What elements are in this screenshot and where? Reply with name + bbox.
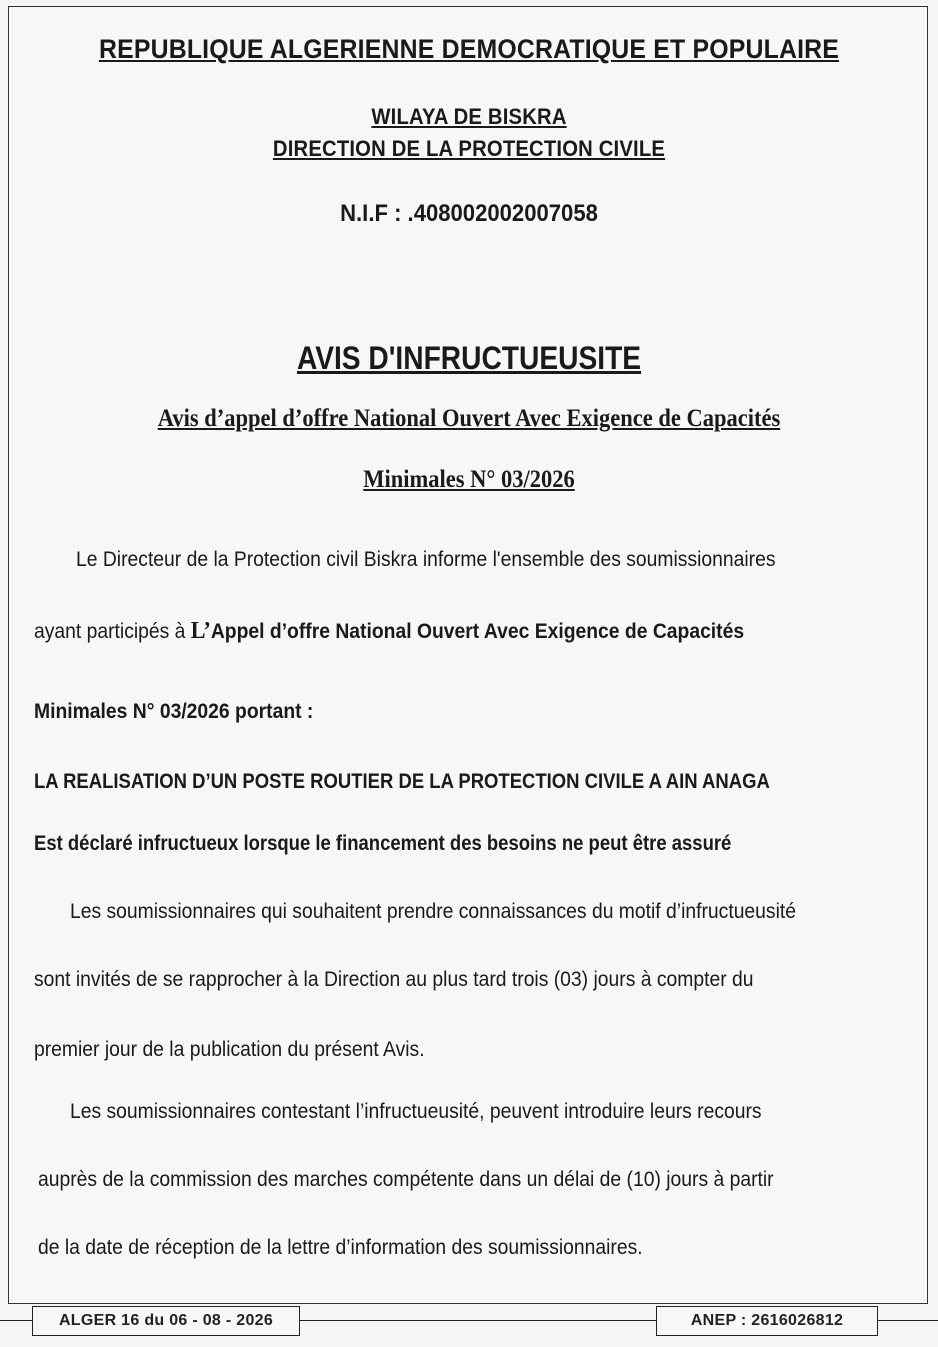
nif-number: N.I.F : .408002002007058	[340, 200, 598, 227]
direction-heading: DIRECTION DE LA PROTECTION CIVILE	[272, 136, 666, 161]
wilaya-heading: WILAYA DE BISKRA	[371, 104, 567, 129]
republic-heading: REPUBLIQUE ALGERIENNE DEMOCRATIQUE ET POPULAIRE	[98, 34, 840, 64]
paragraph3-line2: auprès de la commission des marches compétente dans un délai de (10) jours à partir	[38, 1168, 774, 1191]
paragraph2-line3: premier jour de la publication du présent Avis.	[34, 1038, 425, 1061]
paragraph1-line1: Le Directeur de la Protection civil Biskra informe l'ensemble des soumissionnaires	[76, 548, 776, 571]
paragraph1-line2-initial: L’	[190, 618, 211, 644]
footer-rule-middle	[300, 1320, 656, 1321]
notice-title: AVIS D'INFRUCTUEUSITE	[296, 340, 642, 376]
publication-date-box: ALGER 16 du 06 - 08 - 2026	[32, 1306, 300, 1336]
paragraph3-line3: de la date de réception de la lettre d’information des soumissionnaires.	[38, 1236, 643, 1259]
footer-rule-left	[0, 1320, 32, 1321]
footer-rule-right	[878, 1320, 938, 1321]
paragraph1-line3: Minimales N° 03/2026 portant :	[34, 700, 314, 723]
paragraph2-line2: sont invités de se rapprocher à la Direction au plus tard trois (03) jours à compter du	[34, 968, 754, 991]
declaration-statement: Est déclaré infructueux lorsque le financement des besoins ne peut être assuré	[34, 832, 732, 855]
notice-subtitle-line2: Minimales N° 03/2026	[363, 466, 575, 493]
paragraph2-line1: Les soumissionnaires qui souhaitent prendre connaissances du motif d’infructueusité	[70, 900, 796, 923]
paragraph1-line2-prefix: ayant participés à	[34, 620, 191, 643]
anep-reference-box: ANEP : 2616026812	[656, 1306, 878, 1336]
paragraph3-line1: Les soumissionnaires contestant l’infructueusité, peuvent introduire leurs recours	[70, 1100, 762, 1123]
project-object: LA REALISATION D’UN POSTE ROUTIER DE LA PROTECTION CIVILE A AIN ANAGA	[34, 770, 770, 793]
paragraph1-line2-bold: Appel d’offre National Ouvert Avec Exigence de Capacités	[210, 620, 745, 643]
notice-subtitle-line1: Avis d’appel d’offre National Ouvert Avec Exigence de Capacités	[157, 405, 781, 432]
paragraph1-line2	[34, 618, 906, 645]
